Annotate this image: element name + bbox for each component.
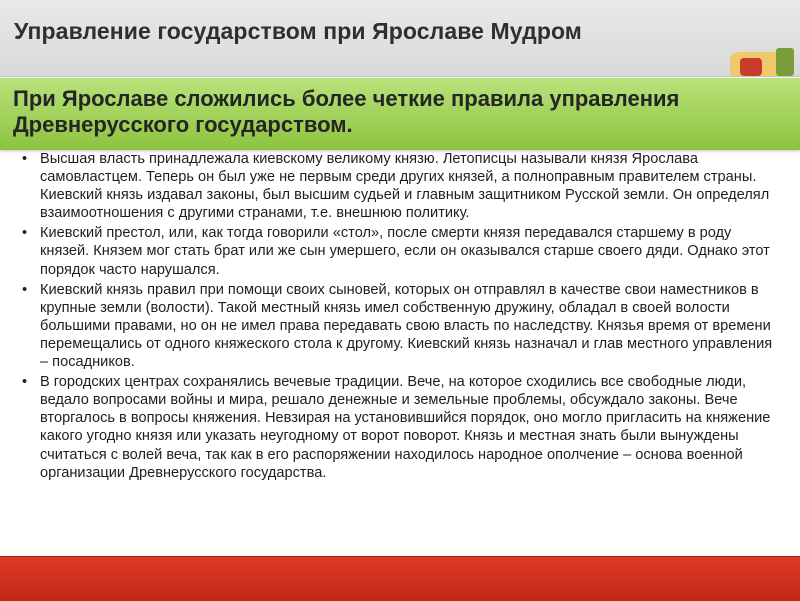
list-item-text: Киевский престол, или, как тогда говорили «стол», после смерти князя передавался старшему в роду князей. Князем мог стать брат или же сын умершего, если он оказывался старше своего дяди. Однако этот порядок часто нарушался. xyxy=(40,225,770,278)
bullet-content xyxy=(22,150,774,484)
bullet-icon: • xyxy=(22,225,28,242)
decorative-image xyxy=(710,0,800,76)
footer-bar xyxy=(0,556,800,601)
list-item-text: Высшая власть принадлежала киевскому великому князю. Летописцы называли князя Ярослава самовластцем. Теперь он был уже не первым среди других князей, а полноправным правителем страны. Киевский князь издавал законы, был высшим судьей и главным защитником Русской земли. Он определял взаимоотношения с другими странами, т.е. внешнюю политику. xyxy=(40,151,770,222)
slide-subtitle: При Ярославе сложились более четкие правила управления Древнерусского государством. xyxy=(13,86,680,137)
list-item xyxy=(22,281,774,371)
list-item xyxy=(22,150,774,222)
bullet-icon: • xyxy=(22,374,28,391)
bullet-icon: • xyxy=(22,151,28,167)
list-item-text: Киевский князь правил при помощи своих сыновей, которых он отправлял в качестве свои наместников в крупные земли (волости). Такой местный князь имел собственную дружину, обладал в своей волости большими правами, но он не имел права передавать свою власть по наследству. Князья время от времени перемещались от одного княжеского стола к другому. Киевский князь назначал и глав местного управления – посадников. xyxy=(40,281,773,371)
list-item-text: В городских центрах сохранялись вечевые традиции. Вече, на которое сходились все свободные люди, ведало вопросами войны и мира, решало денежные и земельные проблемы, обсуждало законы. Вече вторгалось в вопросы княжения. Невзирая на установившийся порядок, оно могло пригласить на княжение какого угодно князя или указать неугодному от ворот поворот. Князь и местная знать были вынуждены считаться с волей веча, так как в его распоряжении находилось народное ополчение – основа военной организации Древнерусского государства. xyxy=(40,374,771,481)
bullet-list xyxy=(22,150,774,482)
slide-header xyxy=(0,0,800,77)
bullet-icon: • xyxy=(22,281,28,298)
list-item xyxy=(22,373,774,482)
subtitle-band xyxy=(0,78,800,150)
list-item xyxy=(22,224,774,278)
slide-title: Управление государством при Ярославе Мудром xyxy=(14,18,582,44)
